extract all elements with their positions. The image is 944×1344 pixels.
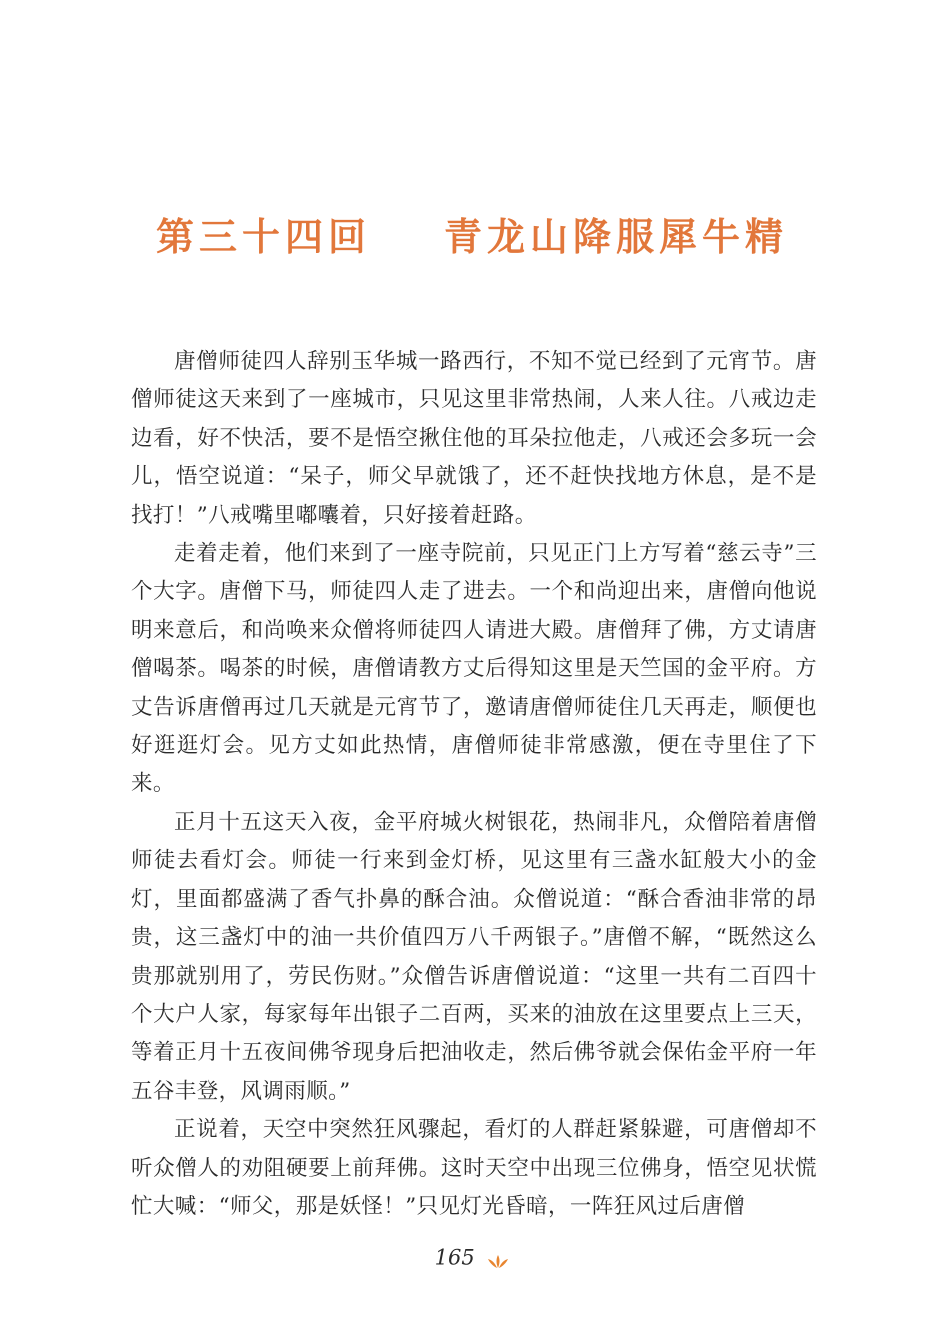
paragraph: 正月十五这天入夜，金平府城火树银花，热闹非凡，众僧陪着唐僧师徒去看灯会。师徒一行来到金灯桥，见这里有三盏水缸般大小的金灯，里面都盛满了香气扑鼻的酥合油。众僧说道：“酥合香油非常的昂贵，这三盏灯中的油一共价值四万八千两银子。”唐僧不解，“既然这么贵那就别用了，劳民伤财。”众僧告诉唐僧说道：“这里一共有二百四十个大户人家，每家每年出银子二百两，买来的油放在这里要点上三天，等着正月十五夜间佛爷现身后把油收走，然后佛爷就会保佑金平府一年五谷丰登，风调雨顺。” [131,809,817,1104]
chapter-body [131,343,817,1226]
leaf-ornament-svg [487,1253,509,1269]
page-number: 165 [434,1245,475,1270]
paragraph: 走着走着，他们来到了一座寺院前，只见正门上方写着“慈云寺”三个大字。唐僧下马，师徒四人走了进去。一个和尚迎出来，唐僧向他说明来意后，和尚唤来众僧将师徒四人请进大殿。唐僧拜了佛，方丈请唐僧喝茶。喝茶的时候，唐僧请教方丈后得知这里是天竺国的金平府。方丈告诉唐僧再过几天就是元宵节了，邀请唐僧师徒住几天再走，顺便也好逛逛灯会。见方丈如此热情，唐僧师徒非常感激，便在寺里住了下来。 [131,541,817,797]
chapter-title: 第三十四回 青龙山降服犀牛精 [156,214,788,259]
paragraph: 正说着，天空中突然狂风骤起，看灯的人群赶紧躲避，可唐僧却不听众僧人的劝阻硬要上前拜佛。这时天空中出现三位佛身，悟空见状慌忙大喊：“师父，那是妖怪！”只见灯光昏暗，一阵狂风过后唐僧 [131,1117,817,1219]
leaf-ornament-icon [487,1250,509,1266]
page-footer [0,1244,944,1270]
paragraph: 唐僧师徒四人辞别玉华城一路西行，不知不觉已经到了元宵节。唐僧师徒这天来到了一座城市，只见这里非常热闹，人来人往。八戒边走边看，好不快活，要不是悟空揪住他的耳朵拉他走，八戒还会多玩一会儿，悟空说道：“呆子，师父早就饿了，还不赶快找地方休息，是不是找打！”八戒嘴里嘟囔着，只好接着赶路。 [131,349,817,528]
